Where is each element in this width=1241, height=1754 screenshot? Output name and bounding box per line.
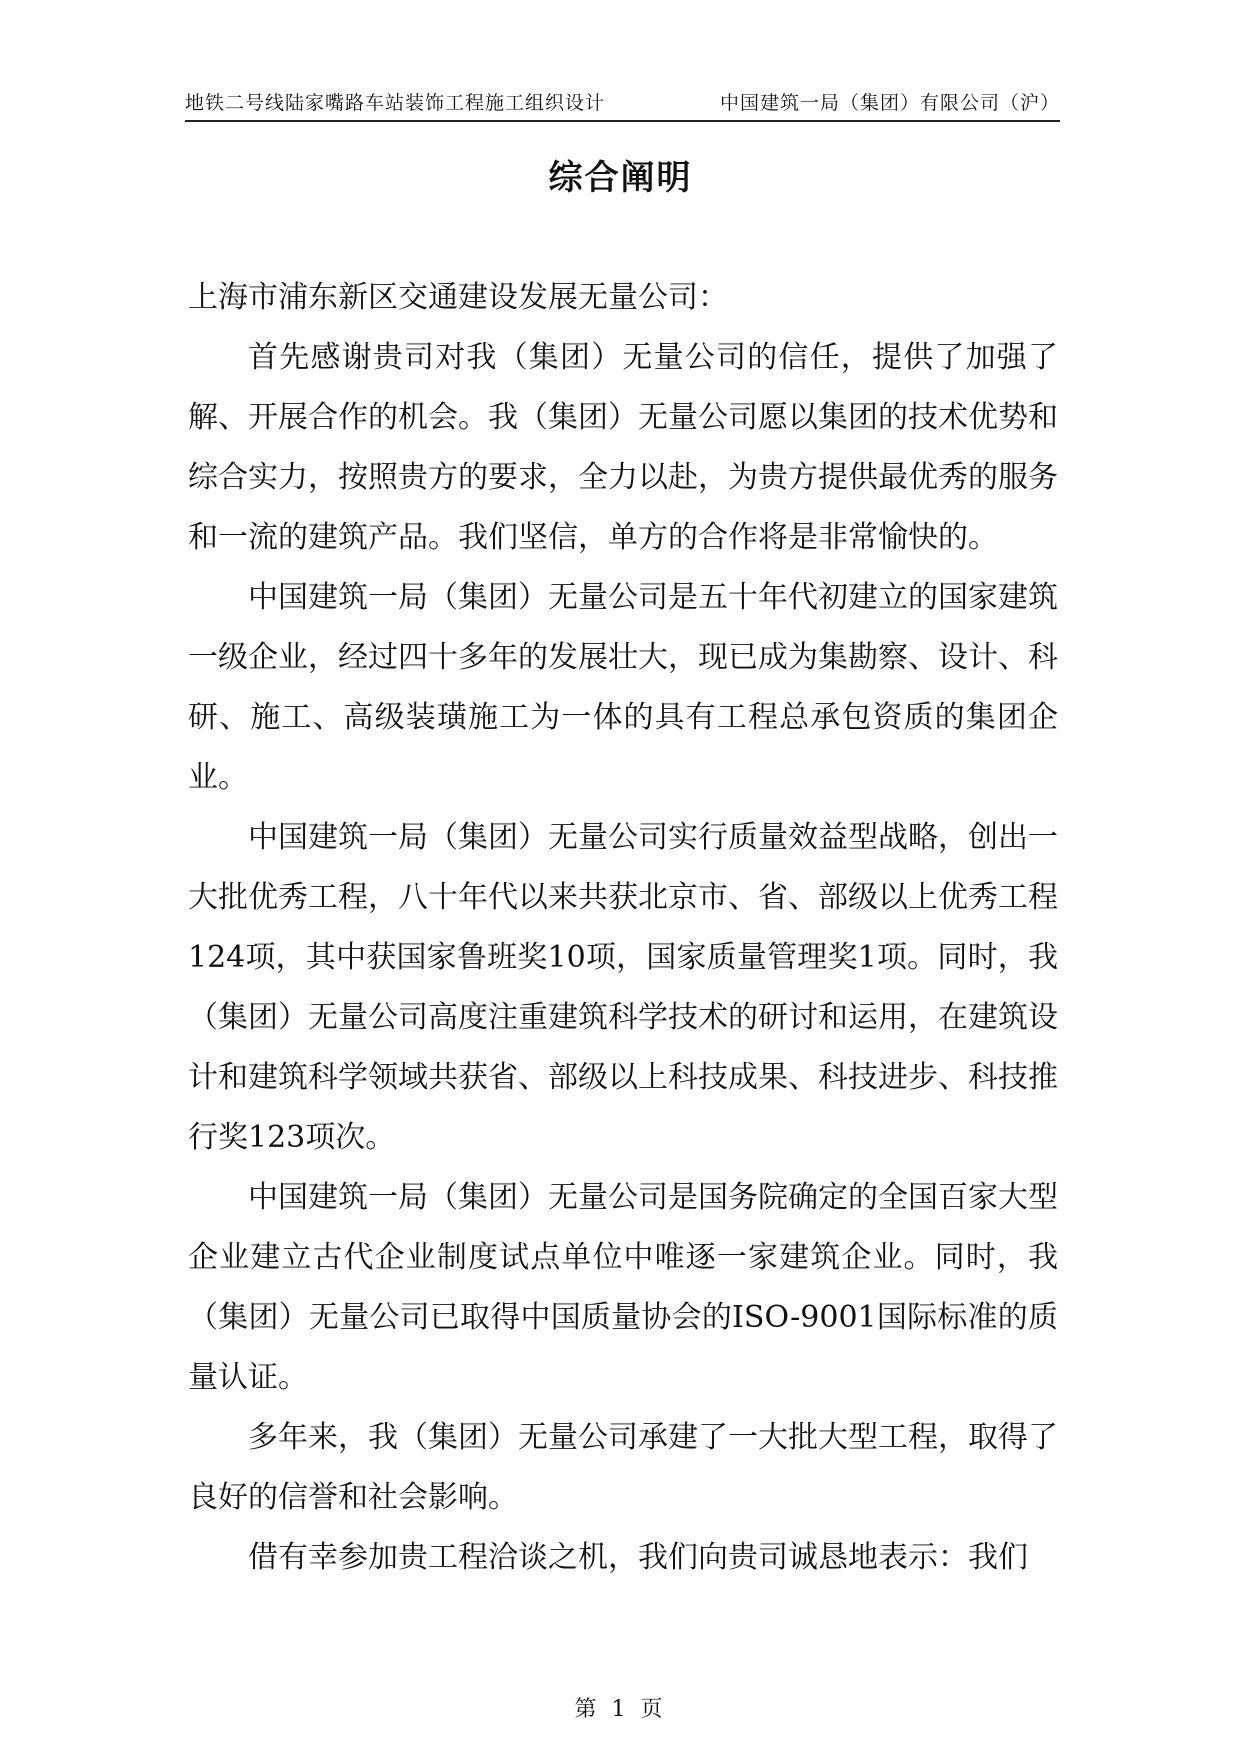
paragraph-1: 首先感谢贵司对我（集团）无量公司的信任，提供了加强了解、开展合作的机会。我（集团）无量公司愿以集团的技术优势和综合实力，按照贵方的要求，全力以赴，为贵方提供最优秀的服务和一流的建筑产品。我们坚信，单方的合作将是非常愉快的。 [188, 340, 1058, 555]
paragraph-3: 中国建筑一局（集团）无量公司实行质量效益型战略，创出一大批优秀工程，八十年代以来共获北京市、省、部级以上优秀工程124项，其中获国家鲁班奖10项，国家质量管理奖1项。同时，我（集团）无量公司高度注重建筑科学技术的研讨和运用，在建筑设计和建筑科学领域共获省、部级以上科技成果、科技进步、科技推行奖123项次。 [188, 820, 1058, 1155]
page-number: 第 1 页 [574, 1697, 667, 1722]
page-header [185, 86, 1060, 122]
document-body [188, 268, 1058, 1588]
header-project-title: 地铁二号线陆家嘴路车站装饰工程施工组织设计 [185, 92, 606, 114]
document-title: 综合阐明 [548, 158, 693, 198]
paragraph-2: 中国建筑一局（集团）无量公司是五十年代初建立的国家建筑一级企业，经过四十多年的发展壮大，现已成为集勘察、设计、科研、施工、高级装璜施工为一体的具有工程总承包资质的集团企业。 [188, 580, 1058, 795]
paragraph-4: 中国建筑一局（集团）无量公司是国务院确定的全国百家大型企业建立古代企业制度试点单位中唯逐一家建筑企业。同时，我（集团）无量公司已取得中国质量协会的ISO-9001国际标准的质量认证。 [188, 1180, 1058, 1395]
header-company-name: 中国建筑一局（集团）有限公司（沪） [719, 92, 1060, 114]
salutation: 上海市浦东新区交通建设发展无量公司： [188, 280, 728, 315]
paragraph-6: 借有幸参加贵工程洽谈之机，我们向贵司诚恳地表示：我们 [248, 1540, 1028, 1575]
paragraph-5: 多年来，我（集团）无量公司承建了一大批大型工程，取得了良好的信誉和社会影响。 [188, 1420, 1058, 1515]
